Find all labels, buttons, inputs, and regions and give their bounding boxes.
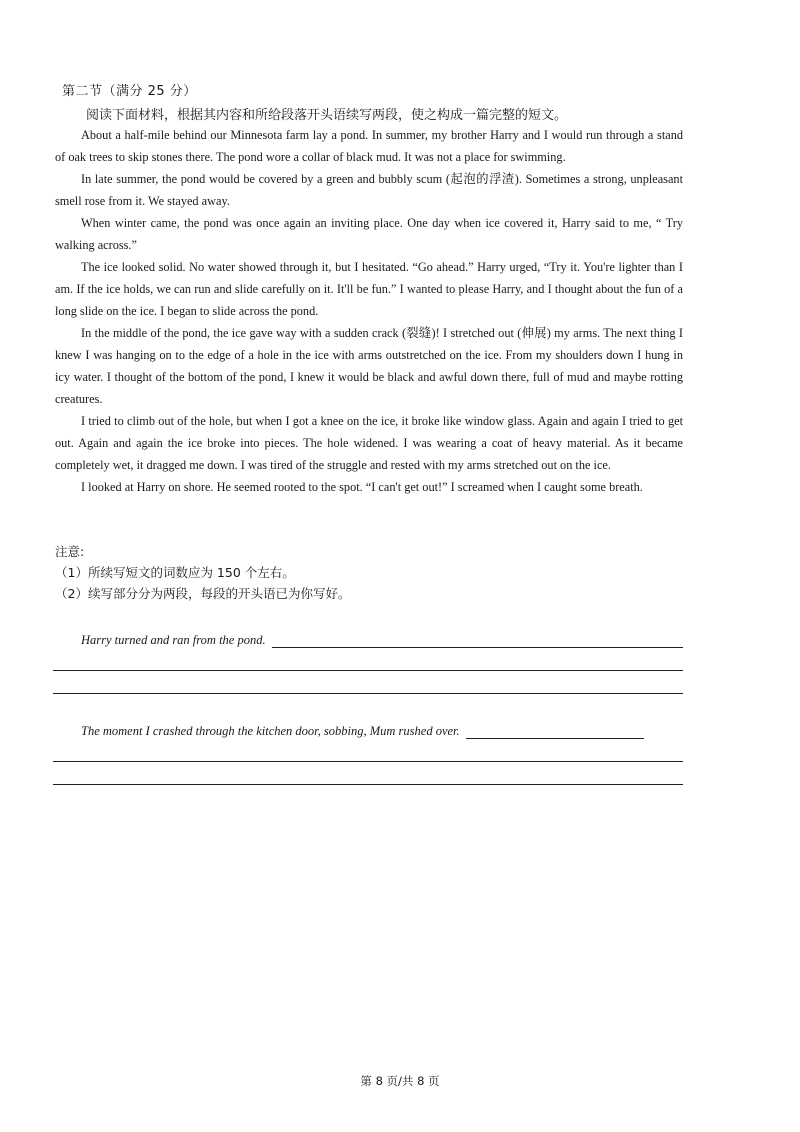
story-paragraph: In the middle of the pond, the ice gave way with a sudden crack (裂缝)! I stretched out (伸展) my arms. The next thing I knew I was hanging on to the edge of a hole in the ice with arms outstretched on the ice. From my shoulders down I hung in icy water. I thought of the bottom of the pond, I knew it would be black and awful down there, full of mud and maybe rotting creatures. [55, 326, 683, 406]
story-paragraph: When winter came, the pond was once again an inviting place. One day when ice covered it, Harry said to me, “ Try walking across.” [55, 216, 683, 252]
story-paragraph: I tried to climb out of the hole, but when I got a knee on the ice, it broke like window glass. Again and again I tried to get out. Again and again the ice broke into pieces. The hole widened. I was wearing a coat of heavy material. As it became completely wet, it dragged me down. I was tired of the struggle and rested with my arms stretched out on the ice. [55, 414, 683, 472]
answer-line[interactable] [53, 648, 683, 671]
task-instruction: 阅读下面材料，根据其内容和所给段落开头语续写两段，使之构成一篇完整的短文。 [86, 108, 568, 123]
note-item: （2）续写部分分为两段，每段的开头语已为你写好。 [55, 586, 351, 601]
story-paragraph: I looked at Harry on shore. He seemed rooted to the spot. “I can't get out!” I screamed when I caught some breath. [81, 480, 643, 494]
answer-line[interactable] [53, 739, 683, 762]
continuation-lead [53, 724, 683, 739]
story-paragraph: The ice looked solid. No water showed through it, but I hesitated. “Go ahead.” Harry urged, “Try it. You're lighter than I am. If the ice holds, we can run and slide carefully on it. It'll be fun.” I wanted to please Harry, and I thought about the fun of a long slide on the ice. I began to slide across the pond. [55, 260, 683, 318]
notes-heading: 注意: [55, 544, 85, 559]
answer-line[interactable] [466, 726, 644, 739]
section-title: 第二节（满分 25 分） [62, 84, 197, 99]
story-text [55, 124, 683, 498]
notes [55, 541, 695, 604]
story-paragraph: About a half-mile behind our Minnesota farm lay a pond. In summer, my brother Harry and I would run through a stand of oak trees to skip stones there. The pond wore a collar of black mud. It was not a place for swimming. [55, 128, 683, 164]
continuation-opening: Harry turned and ran from the pond. [81, 633, 266, 647]
continuation-lead [53, 633, 683, 648]
answer-line[interactable] [53, 762, 683, 785]
answer-line[interactable] [272, 635, 683, 648]
continuation-paragraph-2 [53, 724, 683, 785]
continuation-opening: The moment I crashed through the kitchen door, sobbing, Mum rushed over. [81, 724, 460, 738]
continuation-paragraph-1 [53, 633, 683, 694]
answer-line[interactable] [53, 671, 683, 694]
page-number: 第 8 页/共 8 页 [360, 1074, 440, 1088]
note-item: （1）所续写短文的词数应为 150 个左右。 [55, 565, 295, 580]
story-paragraph: In late summer, the pond would be covered by a green and bubbly scum (起泡的浮渣). Sometimes a strong, unpleasant smell rose from it. We stayed away. [55, 172, 683, 208]
